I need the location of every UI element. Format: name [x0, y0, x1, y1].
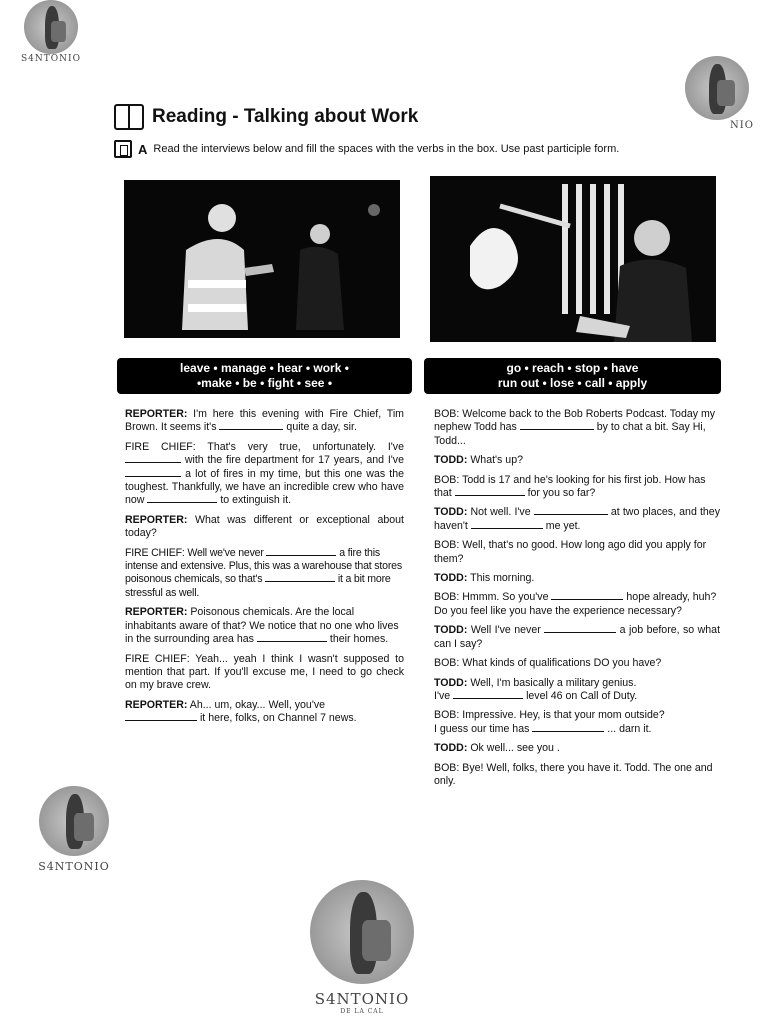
speaker: FIRE CHIEF:: [125, 440, 196, 453]
speaker: TODD:: [434, 454, 468, 467]
speaker: REPORTER:: [125, 408, 188, 420]
fill-blank[interactable]: [455, 487, 525, 496]
speaker: REPORTER:: [125, 698, 188, 711]
verb-box-line: leave • manage • hear • work •: [180, 361, 349, 375]
book-icon: [114, 104, 144, 130]
page-title: Reading - Talking about Work: [152, 106, 419, 127]
photo-fire-chief-interview: [124, 180, 400, 338]
speaker: BOB:: [434, 591, 460, 604]
speaker: BOB:: [434, 539, 460, 552]
logo-text-partial: NIO: [730, 120, 754, 131]
fill-blank[interactable]: [471, 520, 543, 529]
speaker: TODD:: [434, 742, 468, 755]
fill-blank[interactable]: [453, 690, 523, 699]
speaker: TODD:: [434, 572, 468, 585]
dialogue-line: FIRE CHIEF: Well we've never a fire this intense and extensive. Plus, this was a warehouse that stores poisonous chemicals, so that's it a bit more stressful as well.: [125, 546, 402, 599]
dialogue-line: BOB: Bye! Well, folks, there you have it. Todd. The one and only.: [434, 761, 713, 787]
fill-blank[interactable]: [125, 468, 181, 477]
dialogue-line: REPORTER: Ah... um, okay... Well, you've it here, folks, on Channel 7 news.: [125, 698, 357, 725]
logo-emblem: [24, 0, 78, 54]
verb-box-line: run out • lose • call • apply: [497, 376, 648, 390]
instruction-letter: A: [138, 141, 148, 157]
speaker: BOB:: [434, 709, 460, 722]
fill-blank[interactable]: [551, 591, 623, 600]
page-heading: [114, 104, 418, 130]
fire-chief-illustration: [124, 180, 400, 338]
dialogue-line: BOB: What kinds of qualifications DO you have?: [434, 657, 662, 670]
interview-podcast: [434, 408, 720, 794]
instruction: [114, 140, 619, 158]
fill-blank[interactable]: [266, 547, 336, 556]
fill-blank[interactable]: [265, 573, 335, 582]
fill-blank[interactable]: [219, 421, 283, 430]
dialogue-line: FIRE CHIEF: Yeah... yeah I think I wasn't supposed to mention that part. If you'll excuse me, I need to go check on my brave crew.: [125, 652, 404, 692]
dialogue-line: TODD: Well, I'm basically a military genius. I've level 46 on Call of Duty.: [434, 676, 638, 702]
fill-blank[interactable]: [125, 712, 197, 721]
logo-subtext: DE LA CAL: [340, 1008, 384, 1015]
dialogue-line: TODD: Ok well... see you .: [434, 742, 560, 755]
logo-bottom-center: [292, 880, 432, 1015]
dialogue-line: FIRE CHIEF: That's very true, unfortunately. I've with the fire department for 17 years, and I've a lot of fires in my time, but this one was the toughest. Thankfully, we have an incredible crew who have now to extinguish it.: [125, 440, 404, 507]
speaker: TODD:: [434, 506, 468, 519]
logo-text: S4NTONIO: [21, 54, 81, 64]
speaker: BOB:: [434, 408, 460, 420]
dialogue-line: TODD: What's up?: [434, 454, 523, 467]
fill-blank[interactable]: [257, 633, 327, 642]
podcast-illustration: [430, 176, 716, 342]
fill-blank[interactable]: [532, 723, 604, 732]
verb-box-line: go • reach • stop • have: [506, 361, 639, 375]
dialogue-line: BOB: Welcome back to the Bob Roberts Podcast. Today my nephew Todd has by to chat a bit. Say Hi, Todd...: [434, 408, 716, 447]
speaker: FIRE CHIEF:: [125, 652, 190, 665]
dialogue-line: BOB: Todd is 17 and he's looking for his first job. How has that for you so far?: [434, 473, 706, 500]
fill-blank[interactable]: [544, 624, 616, 633]
verb-box-left: [117, 358, 412, 394]
logo-top-left: [16, 0, 86, 64]
dialogue-line: TODD: Well I've never a job before, so what can I say?: [434, 624, 721, 650]
fill-blank[interactable]: [534, 506, 608, 515]
dialogue-line: REPORTER: What was different or exceptional about today?: [125, 513, 404, 540]
speaker: TODD:: [434, 676, 468, 689]
speaker: TODD:: [434, 624, 468, 637]
dialogue-line: REPORTER: I'm here this evening with Fire Chief, Tim Brown. It seems it's quite a day, sir.: [125, 408, 404, 434]
verb-box-line: •make • be • fight • see •: [196, 376, 333, 390]
interview-fire-chief: [125, 408, 404, 732]
speaker: REPORTER:: [125, 513, 188, 526]
speaker: BOB:: [434, 473, 460, 486]
logo-emblem: [685, 56, 749, 120]
fill-blank[interactable]: [520, 421, 594, 430]
photo-podcast-interview: [430, 176, 716, 342]
logo-top-right: [672, 56, 762, 131]
dialogue-line: TODD: Not well. I've at two places, and they haven't me yet.: [434, 506, 720, 532]
speaker: BOB:: [434, 761, 460, 774]
dialogue-line: REPORTER: Poisonous chemicals. Are the local inhabitants aware of that? We notice that no one who lives in the surrounding area has their homes.: [125, 606, 399, 646]
verb-box-right: [424, 358, 721, 394]
fill-blank[interactable]: [147, 494, 217, 503]
exercise-icon: [114, 140, 132, 158]
logo-text: S4NTONIO: [314, 990, 410, 1008]
instruction-text: Read the interviews below and fill the spaces with the verbs in the box. Use past participle form.: [153, 143, 620, 155]
logo-text: S4NTONIO: [38, 860, 110, 873]
logo-emblem: [310, 880, 414, 984]
dialogue-line: BOB: Well, that's no good. How long ago did you apply for them?: [434, 539, 707, 565]
speaker: FIRE CHIEF:: [125, 546, 185, 559]
logo-mid-left: [28, 786, 120, 873]
dialogue-line: BOB: Impressive. Hey, is that your mom outside? I guess our time has ... darn it.: [434, 709, 665, 735]
dialogue-line: BOB: Hmmm. So you've hope already, huh? Do you feel like you have the experience necessary?: [434, 591, 717, 617]
speaker: REPORTER:: [125, 606, 188, 619]
logo-emblem: [39, 786, 109, 856]
dialogue-line: TODD: This morning.: [434, 572, 535, 585]
fill-blank[interactable]: [125, 454, 181, 463]
speaker: BOB:: [434, 657, 460, 670]
